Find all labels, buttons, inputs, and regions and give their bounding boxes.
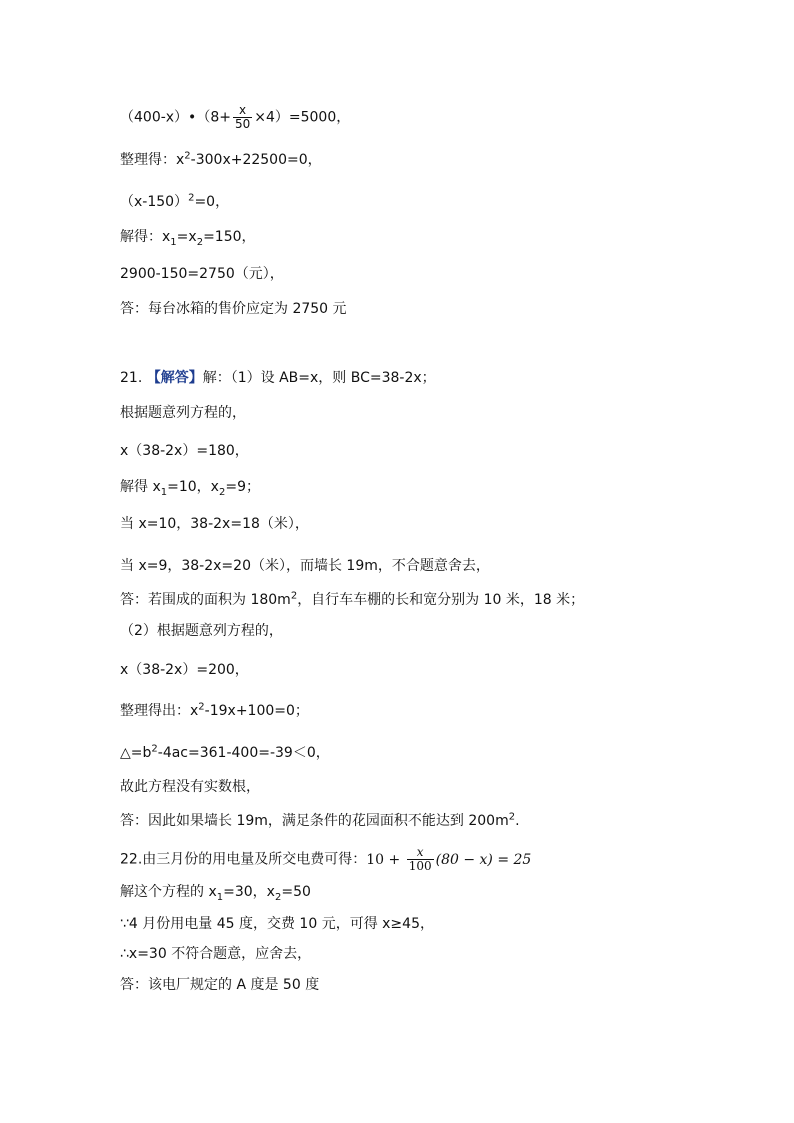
text-line: 解得：$x_1=x_2=150$， <box>120 229 256 248</box>
text-line: 整理得：$x^2-300x+22500=0$， <box>120 150 322 168</box>
formula: 10 + $\frac{x}{100}$ (80 − x) = 25 <box>366 845 532 873</box>
solution-tag: 【解答】 <box>146 370 203 386</box>
text-line: ∵4 月份用电量 45 度，交费 10 元，可得 x≥45， <box>120 916 434 932</box>
fraction: $\frac{x}{50}$ <box>234 103 251 131</box>
text-line: 解这个方程的 $x_1=30$，$x_2=50$ <box>120 884 311 903</box>
text-line: 解得 $x_1=10$，$x_2=9$； <box>120 479 260 498</box>
text-line: 整理得出：$x^2-19x+100=0$； <box>120 701 309 719</box>
equation-line: （400-x）•（8+ $\frac{x}{50}$ ×4）=5000， <box>120 103 351 131</box>
answer-line: 答：若围成的面积为 $180m^2$，自行车车棚的长和宽分别为 10 米，18 米； <box>120 590 585 608</box>
fraction: $\frac{x}{100}$ <box>408 845 432 873</box>
text-line: x（38-2x）=200， <box>120 662 249 678</box>
text-line: 2900-150=2750（元）， <box>120 266 284 282</box>
problem-heading: 21. 【解答】解：（1）设 AB=x，则 BC=38-2x； <box>120 370 436 386</box>
problem-heading: 22.由三月份的用电量及所交电费可得：10 + $\frac{x}{100}$ (80 − x) = 25 <box>120 845 532 873</box>
answer-line: 答：该电厂规定的 A 度是 50 度 <box>120 977 320 993</box>
text-line: 当 x=10，38-2x=18（米）， <box>120 516 309 532</box>
text-line: （2）根据题意列方程的， <box>120 623 283 639</box>
answer-line: 答：因此如果墙长 19m，满足条件的花园面积不能达到 $200m^2$. <box>120 811 520 829</box>
text-line: 当 x=9，38-2x=20（米），而墙长 19m，不合题意舍去， <box>120 558 490 574</box>
text-line: $(x-150)^2=0$， <box>120 192 230 210</box>
text-line: 根据题意列方程的， <box>120 405 246 421</box>
text-line: $\triangle=b^2-4ac=361-400=-39<0$， <box>120 743 330 761</box>
text-line: 故此方程没有实数根， <box>120 779 260 795</box>
text-line: x（38-2x）=180， <box>120 443 249 459</box>
answer-line: 答：每台冰箱的售价应定为 2750 元 <box>120 301 347 317</box>
text-line: ∴x=30 不符合题意，应舍去， <box>120 946 312 962</box>
